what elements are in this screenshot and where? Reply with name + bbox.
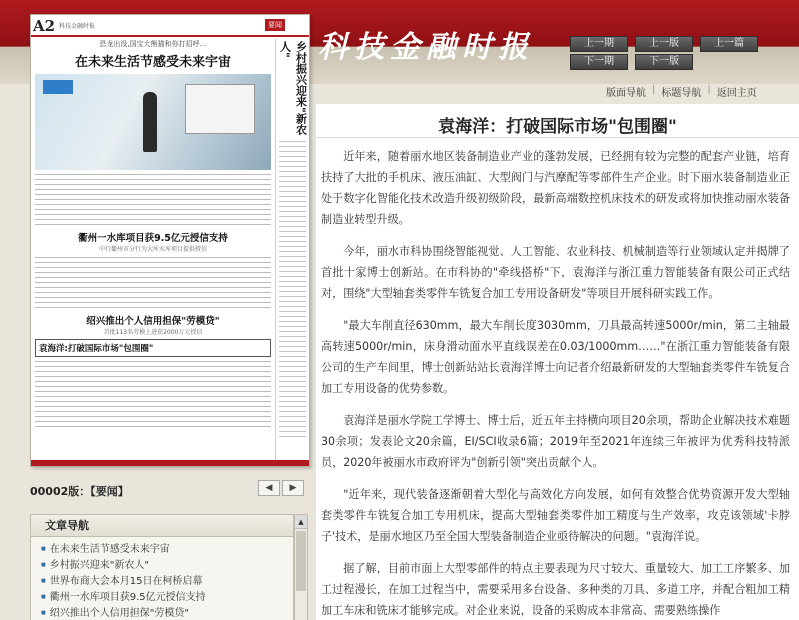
thumbnail-side-text	[279, 141, 306, 441]
masthead-logo[interactable]: 科技金融时报	[318, 30, 534, 65]
page-nav-link[interactable]: 版面导航	[606, 88, 646, 99]
page-bar	[30, 480, 310, 500]
toc-item[interactable]: ■ 在未来生活节感受未来宇宙	[41, 541, 293, 557]
scroll-up-icon[interactable]: ▲	[295, 515, 307, 529]
toc-item[interactable]: ■ 世界布商大会本月15日在柯桥启幕	[41, 573, 293, 589]
page-label: 00002版：【要闻】	[30, 485, 129, 498]
article-paragraph: "最大车削直径630mm，最大车削长度3030mm，刀具最高转速5000r/min，第二主轴最高转速5000r/min，床身滑动面水平直线误差在0.03/1000mm……"在浙江重力智能装备有限公司的生产车间里，博士创新站站长袁海洋博士向记者介绍最新研发的大型轴套类零件车铣复合加工专用设备的优势参数。	[321, 319, 790, 395]
article-paragraph: 近年来，随着丽水地区装备制造业产业的蓬勃发展，已经拥有较为完整的配套产业链，培育扶持了大批的手机床、液压油缸、大型阀门与汽摩配等零部件生产企业。时下丽水装备制造业正处于数字化智能化技术改造升级初级阶段，最新高端数控机床技术的研发或将加快推动丽水装备制造业转型升级。	[321, 150, 790, 226]
prev-article-button[interactable]: 上一篇	[700, 36, 758, 52]
thumbnail-page-number: A2	[33, 17, 56, 35]
article-paragraph: "近年来，现代装备逐渐朝着大型化与高效化方向发展，如何有效整合优势资源开发大型轴套类零件车铣复合加工专用机床，提高大型轴套类零件加工精度与生产效率，攻克该领域'卡脖子'技术，是丽水地区乃至全国大型装备制造企业亟待解决的问题。"袁海洋说。	[321, 488, 790, 543]
next-page-button[interactable]: 下一版	[635, 54, 693, 70]
thumbnail-header	[31, 15, 309, 37]
thumbnail-subhead-3: 首批113名劳模上进获2000万元授信	[103, 329, 203, 336]
article-paragraph: 袁海洋是丽水学院工学博士、博士后，近五年主持横向项目20余项，帮助企业解决技术难题30余项；发表论文20余篇，EI/SCI收录6篇；2019年至2021年连续三年被评为优秀科技特派员，2020年被丽水市政府评为"创新引领"突出贡献个人。	[321, 414, 790, 469]
thumbnail-kicker: 恐龙出没,国宝大熊猫和你打招呼…	[99, 40, 207, 48]
scroll-thumb[interactable]	[296, 531, 306, 591]
toc-title: 文章导航	[31, 515, 293, 537]
photo-logo	[43, 80, 73, 94]
thumbnail-headline-2[interactable]: 衢州一水库项目获9.5亿元授信支持	[78, 233, 228, 244]
prev-page-arrow-icon[interactable]: ◀	[258, 480, 280, 496]
separator: |	[707, 84, 711, 95]
page-thumbnail[interactable]	[30, 14, 310, 467]
thumbnail-side-headline[interactable]: 乡村振兴迎来"新农人"	[278, 41, 308, 135]
article-panel	[316, 104, 799, 620]
left-panel	[0, 0, 315, 620]
prev-page-button[interactable]: 上一版	[635, 36, 693, 52]
toc-item[interactable]: ■ 绍兴推出个人信用担保"劳模贷"	[41, 605, 293, 620]
title-nav-link[interactable]: 标题导航	[661, 88, 702, 99]
toc-list	[31, 537, 293, 620]
thumbnail-section-tag: 要闻	[265, 19, 285, 31]
thumbnail-text-block	[35, 257, 271, 309]
prev-issue-button[interactable]: 上一期	[570, 36, 628, 52]
next-issue-button[interactable]: 下一期	[570, 54, 628, 70]
toc-item[interactable]: ■ 衢州一水库项目获9.5亿元授信支持	[41, 589, 293, 605]
thumbnail-text-block	[35, 174, 271, 226]
toc-item[interactable]: ■ 乡村振兴迎来"新农人"	[41, 557, 293, 573]
photo-person	[143, 92, 157, 152]
photo-screen	[185, 84, 255, 134]
thumbnail-subhead-2: 中行衢州市分行为大库水库项目提供授信	[98, 246, 207, 253]
next-page-arrow-icon[interactable]: ▶	[282, 480, 304, 496]
thumbnail-headline-1[interactable]: 在未来生活节感受未来宇宙	[74, 55, 231, 70]
thumbnail-headline-3[interactable]: 绍兴推出个人信用担保"劳模贷"	[86, 316, 220, 327]
thumbnail-headline-4[interactable]: 袁海洋:打破国际市场"包围圈"	[35, 339, 271, 357]
thumbnail-side-column	[275, 39, 309, 464]
article-toc	[30, 514, 294, 620]
separator: |	[652, 84, 656, 95]
home-link[interactable]: 返回主页	[716, 88, 757, 99]
article-paragraph: 今年，丽水市科协围绕智能视觉、人工智能、农业科技、机械制造等行业领域认定并揭牌了首批十家博士创新站。在市科协的"牵线搭桥"下，袁海洋与浙江重力智能装备有限公司正式结对，围绕"大型轴套类零件车铣复合加工专用设备研发"等项目开展科研实践工作。	[321, 245, 790, 300]
article-body	[316, 138, 799, 620]
toc-scrollbar[interactable]	[294, 514, 308, 620]
sub-navigation	[606, 84, 757, 100]
thumbnail-main-column	[35, 39, 271, 431]
thumbnail-footer	[31, 460, 309, 466]
article-paragraph: 据了解，目前市面上大型零部件的特点主要表现为尺寸较大、重量较大、加工工序繁多、加工过程漫长，在加工过程当中，需要采用多台设备、多种类的刀具、多道工序，并配合粗加工精加工车床和铣床才能够完成。对企业来说，设备的采购成本非常高、需要熟练操作	[321, 562, 790, 617]
article-title: 袁海洋：打破国际市场"包围圈"	[316, 104, 799, 138]
thumbnail-text-block	[35, 361, 271, 431]
thumbnail-header-line: 科技金融时报	[59, 23, 96, 30]
thumbnail-photo	[35, 74, 271, 170]
